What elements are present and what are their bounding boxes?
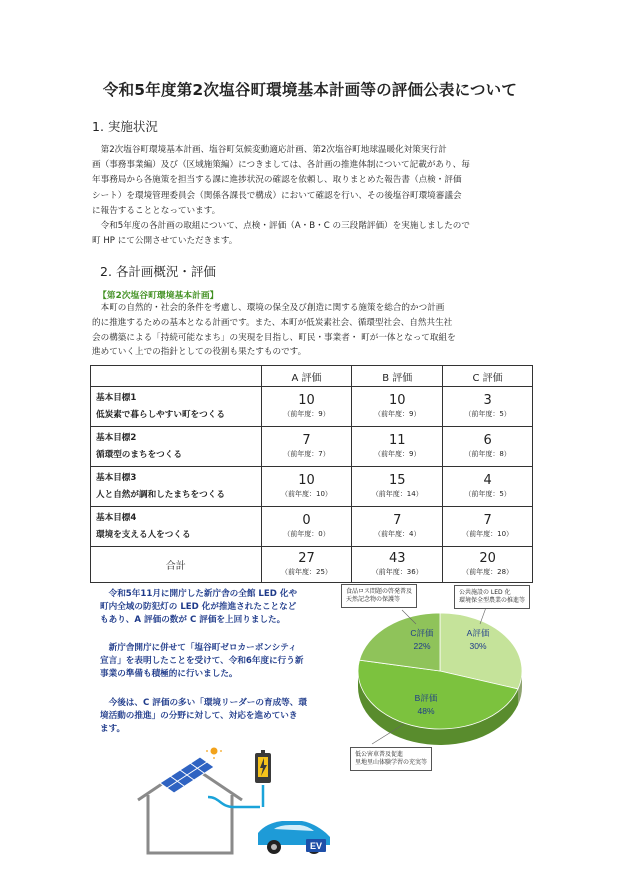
goal-name: 人と自然が調和したまちをつくる [96, 489, 225, 500]
prev-value: （前年度：10） [281, 490, 332, 498]
section2-heading: 2. 各計画概況・評価 [100, 264, 216, 279]
goal-number: 基本目標4 [96, 512, 137, 523]
goal-cell [91, 387, 262, 427]
pie-label-c: C評価 [410, 628, 434, 638]
value-cell [352, 427, 443, 467]
prev-value: （前年度：14） [371, 490, 423, 498]
goal-name: 環境を支える人をつくる [96, 529, 191, 540]
goal-cell [91, 467, 262, 507]
count-value: 4 [483, 473, 492, 488]
pie-value-a: 30% [469, 641, 487, 651]
summary-paragraph-2 [100, 642, 340, 682]
header-b: B 評価 [352, 366, 443, 387]
value-cell [261, 507, 352, 547]
charger-icon [255, 750, 271, 783]
total-label: 合計 [91, 547, 262, 583]
summary-line: もあり、A 評価の数が C 評価を上回りました。 [100, 615, 286, 626]
count-value: 0 [302, 513, 311, 528]
callout-b: 低公害車普及促進 里地里山体験学習の充実等 [350, 747, 432, 771]
plan-subheading: 【第2次塩谷町環境基本計画】 [98, 291, 219, 301]
table-row [91, 427, 533, 467]
prev-value: （前年度：5） [464, 410, 511, 418]
section1-heading: 1. 実施状況 [92, 119, 158, 134]
plan-description [92, 301, 532, 360]
table-row [91, 467, 533, 507]
value-cell [261, 387, 352, 427]
summary-paragraph-3 [100, 697, 340, 737]
ev-car-icon [258, 821, 330, 854]
ev-label: EV [309, 841, 323, 851]
summary-line: 宣言」を表明したことを受けて、令和6年度に行う新 [100, 656, 304, 667]
value-cell [261, 467, 352, 507]
solar-ev-illustration [130, 745, 335, 860]
value-cell [352, 467, 443, 507]
value-cell [443, 507, 533, 547]
count-value: 3 [483, 393, 492, 408]
count-value: 7 [393, 513, 402, 528]
count-value: 10 [298, 473, 315, 488]
goal-number: 基本目標2 [96, 432, 137, 443]
value-cell [443, 387, 533, 427]
evaluation-table [90, 365, 533, 583]
callout-a: 公共施設の LED 化 環境保全型農業の推進等 [454, 585, 530, 609]
section1-line: 令和5年度の各計画の取組について、点検・評価（A・B・C の三段階評価）を実施しましたので [92, 221, 470, 232]
value-cell [443, 467, 533, 507]
count-value: 11 [389, 433, 406, 448]
prev-value: （前年度：9） [374, 450, 421, 458]
summary-line: 新庁舎開庁に併せて「塩谷町ゼロカーボンシティ [100, 643, 297, 653]
header-c: C 評価 [443, 366, 533, 387]
prev-value: （前年度：9） [283, 410, 330, 418]
goal-number: 基本目標3 [96, 472, 137, 483]
plan-line: 的に推進するための基本となる計画です。また、本町が低炭素社会、循環型社会、自然共生社 [92, 317, 453, 328]
value-cell [261, 427, 352, 467]
total-value: 43 [389, 551, 406, 566]
section1-line: 第2次塩谷町環境基本計画、塩谷町気候変動適応計画、第2次塩谷町地球温暖化対策実行計 [92, 145, 447, 155]
summary-line: 令和5年11月に開庁した新庁舎の全館 LED 化や [100, 589, 298, 599]
table-row [91, 387, 533, 427]
value-cell [443, 427, 533, 467]
pie-value-b: 48% [417, 706, 435, 716]
summary-line: 境活動の推進」の分野に対して、対応を進めていき [100, 711, 298, 722]
count-value: 10 [298, 393, 315, 408]
page-title: 令和5年度第2次塩谷町環境基本計画等の評価公表について [102, 81, 518, 99]
goal-number: 基本目標1 [96, 392, 137, 403]
total-prev: （前年度：36） [371, 568, 423, 576]
section1-line: シート）を環境管理委員会（関係各課長で構成）において確認を行い、その後塩谷町環境審議会 [92, 190, 462, 201]
total-value: 20 [479, 551, 496, 566]
total-prev: （前年度：28） [462, 568, 514, 576]
header-a: A 評価 [261, 366, 352, 387]
summary-line: ます。 [100, 724, 126, 735]
count-value: 7 [483, 513, 492, 528]
section1-paragraph [92, 143, 532, 249]
pie-value-c: 22% [413, 641, 431, 651]
goal-cell [91, 427, 262, 467]
value-cell [352, 507, 443, 547]
header-empty [91, 366, 262, 387]
prev-value: （前年度：0） [283, 530, 330, 538]
plan-line: 本町の自然的・社会的条件を考慮し、環境の保全及び創造に関する施策を総合的かつ計画 [92, 303, 445, 313]
prev-value: （前年度：7） [283, 450, 330, 458]
section1-line: に報告することとなっています。 [92, 205, 221, 216]
section1-line: 年事務局から各施策を担当する課に進捗状況の確認を依頼し、取りまとめた報告書（点検・評価 [92, 175, 462, 186]
section1-line: 画（事務事業編）及び（区域施策編）につきましては、各計画の推進体制について記載があり、毎 [92, 160, 470, 171]
prev-value: （前年度：4） [374, 530, 421, 538]
prev-value: （前年度：8） [464, 450, 511, 458]
plan-line: 会の構築による「持続可能なまち」の実現を目指し、町民・事業者・ 町が一体となって取組を [92, 332, 456, 343]
power-line [208, 797, 260, 807]
total-cell [261, 547, 352, 583]
count-value: 6 [483, 433, 492, 448]
summary-line: 町内全域の防犯灯の LED 化が推進されたことなど [100, 602, 297, 613]
value-cell [352, 387, 443, 427]
plan-line: 進めていく上での指針としての役割も果たすものです。 [92, 347, 307, 358]
count-value: 10 [389, 393, 406, 408]
pie-label-b: B評価 [414, 693, 438, 703]
table-row [91, 507, 533, 547]
summary-line: 事業の準備も積極的に行いました。 [100, 669, 238, 680]
count-value: 7 [302, 433, 311, 448]
summary-line: 今後は、C 評価の多い「環境リーダーの育成等、環 [100, 698, 307, 708]
goal-name: 循環型のまちをつくる [96, 449, 182, 460]
goal-cell [91, 507, 262, 547]
table-header-row [91, 366, 533, 387]
summary-paragraph-1 [100, 588, 340, 628]
count-value: 15 [389, 473, 406, 488]
callout-c: 食品ロス問題の啓発普及 天然記念物の保護等 [341, 584, 417, 608]
prev-value: （前年度：10） [462, 530, 514, 538]
pie-label-a: A評価 [466, 628, 490, 638]
prev-value: （前年度：5） [464, 490, 511, 498]
goal-name: 低炭素で暮らしやすい町をつくる [96, 409, 225, 420]
section1-line: 町 HP にて公開させていただきます。 [92, 236, 238, 247]
total-value: 27 [298, 551, 315, 566]
total-prev: （前年度：25） [281, 568, 332, 576]
sun-icon [206, 745, 222, 759]
prev-value: （前年度：9） [374, 410, 421, 418]
